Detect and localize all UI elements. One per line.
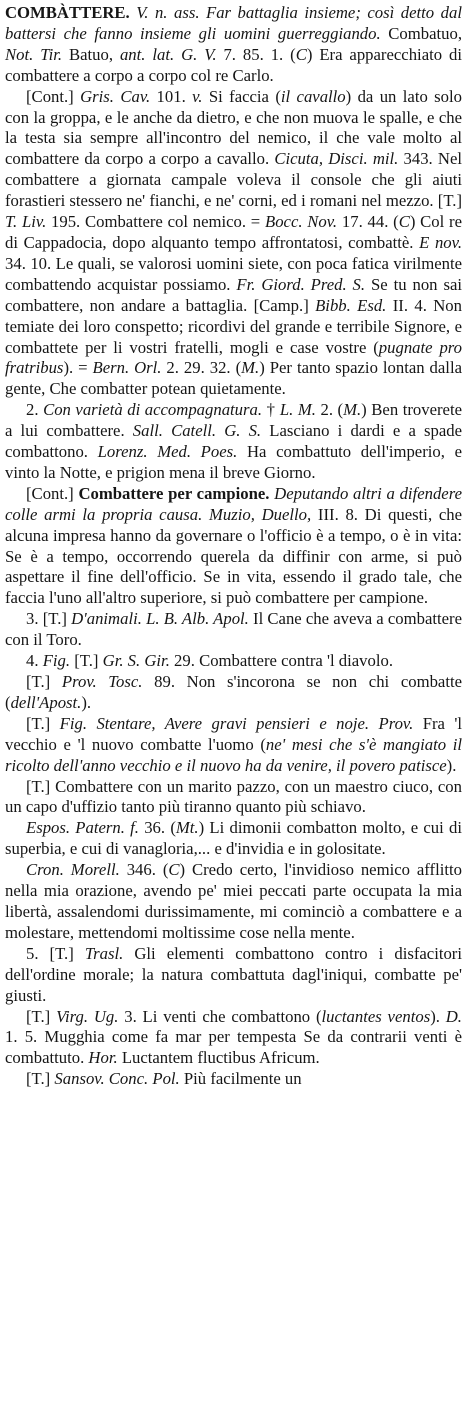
entry-italic-text: Not. Tir. xyxy=(5,44,63,64)
entry-text: 3. Li venti che combattono ( xyxy=(118,1006,322,1026)
entry-italic-text: Bern. Orl. xyxy=(92,358,162,378)
entry-text: ) Li dimonii combatton molto, e cui di superbia, e cui di vanagloria,... e d'invidia e in golositate. xyxy=(5,818,462,859)
entry-text: 1. 5. Mugghia come fa mar per tempesta Se da contrarii venti è combattuto. xyxy=(5,1027,462,1068)
entry-text: ) Ben troverete a lui combattere. xyxy=(5,400,462,441)
entry-text: 17. 44. ( xyxy=(337,212,399,232)
headword: COMBÀTTERE. xyxy=(5,3,130,22)
entry-text: 101. xyxy=(150,86,193,106)
entry-paragraph xyxy=(5,651,462,672)
entry-text: ) Credo certo, l'invidioso nemico afflitto nella mia orazione, avendo pe' miei peccati parte occupata la mia libertà, assalendomi durissimamente, mi cominciò a combattere e a molestare, mettendomi moltissime cose nella mente. xyxy=(5,860,462,942)
entry-text: [Cont.] xyxy=(26,483,79,503)
entry-text: ) Per tanto spazio lontan dalla gente, Che combatter potean quietamente. xyxy=(5,358,462,399)
entry-italic-text: T. Liv. xyxy=(5,212,47,232)
entry-italic-text: Sall. Catell. G. S. xyxy=(132,421,262,441)
entry-text: 5. [T.] xyxy=(26,943,85,963)
entry-text: Se tu non sai combattere, non andare a battaglia. [Camp.] xyxy=(5,274,462,315)
entry-text: II. 4. Non temiate dei loro conspetto; ricordivi del grande e terribile Signore, e combattete per li vostri fratelli, mogli e case vostre ( xyxy=(5,295,462,357)
entry-text: 2. ( xyxy=(315,400,344,420)
entry-italic-text: M. xyxy=(343,400,362,420)
entry-text: Luctantem fluctibus Africum. xyxy=(117,1048,320,1068)
entry-paragraph xyxy=(5,944,462,1007)
entry-text: ) da un lato solo con la groppa, e le anche da dietro, e che non muova le spalle, e che la testa sia sempre all'incontro del nemico, il che vale molto al combattere da corpo a corpo a cavallo. xyxy=(5,86,462,169)
entry-text: ). = xyxy=(63,358,93,378)
entry-text: Più facilmente un xyxy=(179,1069,302,1089)
entry-italic-text: D'animali. L. B. Alb. Apol. xyxy=(71,609,249,629)
entry-italic-text: luctantes ventos xyxy=(321,1006,431,1026)
entry-italic-text: Cron. Morell. xyxy=(26,860,120,880)
entry-text: † xyxy=(262,400,280,420)
entry-italic-text: D. xyxy=(445,1006,462,1026)
entry-text: ). xyxy=(446,755,457,775)
entry-italic-text: G. V. xyxy=(181,44,217,64)
entry-italic-text: Prov. Tosc. xyxy=(61,672,143,691)
entry-text: Il Cane che aveva a combattere con il Toro. xyxy=(5,609,462,650)
entry-italic-text: Sansov. Conc. Pol. xyxy=(54,1069,180,1089)
entry-text: ) Col re di Cappadocia, dopo alquanto tempo affrontatosi, combattè. xyxy=(5,212,462,252)
entry-italic-text: Bibb. Esd. xyxy=(315,295,387,315)
entry-italic-text: Espos. Patern. f. xyxy=(26,818,139,838)
entry-italic-text: Fr. Giord. Pred. S. xyxy=(236,274,366,294)
entry-paragraph xyxy=(5,400,462,484)
entry-text: 3. [T.] xyxy=(26,609,72,629)
entry-paragraph xyxy=(5,860,462,944)
entry-italic-text: Fig. xyxy=(42,651,71,671)
entry-italic-text: dell'Apost. xyxy=(10,692,82,712)
entry-text: III. 8. Di questi, che alcuna impresa hanno da governare o l'officio è a tempo, o è in vita: Se è a tempo, occorrendo querela da diffinir con arme, si può aspettare il fine dell'officio. Se in vita, essendo il grado tale, che faccia l'uno all'altro superiore, si può combattere per campione. xyxy=(5,504,462,608)
entry-text: 343. Nel combattere a giornata campale voleva il console che gli aiuti forastieri stessero ne' fianchi, e ne' corni, ed i romani nel mezzo. [T.] xyxy=(5,149,463,211)
entry-italic-text: Bocc. Nov. xyxy=(265,212,338,232)
entry-paragraph xyxy=(5,3,462,87)
entry-italic-text: L. M. xyxy=(279,400,316,420)
entry-text: 7. 85. 1. ( xyxy=(216,44,296,64)
entry-text: [Cont.] xyxy=(26,86,81,106)
entry-paragraph xyxy=(5,609,462,651)
entry-bold-phrase: Combattere per campione. xyxy=(78,483,270,503)
entry-text: 36. ( xyxy=(138,818,176,838)
entry-italic-text: v. xyxy=(192,86,203,106)
entry-text: [T.] xyxy=(26,1006,57,1026)
entry-italic-text: C xyxy=(168,860,180,880)
entry-italic-text: Hor. xyxy=(88,1048,118,1068)
entry-italic-text: Cicuta, Disci. mil. xyxy=(274,149,399,169)
entry-paragraph xyxy=(5,484,462,609)
entry-text: 89. Non s'incorona se non chi combatte ( xyxy=(5,672,463,712)
entry-text: Ha combattuto dell'imperio, e vinto la Notte, e prigion mena il breve Giorno. xyxy=(5,442,462,482)
entry-text: Batuo, xyxy=(62,44,120,64)
entry-text: 195. Combattere col nemico. = xyxy=(46,212,265,232)
entry-italic-text: Mt. xyxy=(175,818,199,838)
entry-italic-text: ne' mesi che s'è mangiato il ricolto dell'anno vecchio e il nuovo ha da venire, il povero patisce xyxy=(5,734,462,775)
entry-text: 4. xyxy=(26,651,43,671)
entry-paragraph xyxy=(5,1007,462,1070)
entry-text: 2. xyxy=(26,400,44,420)
entry-text: Combatuo, xyxy=(380,23,462,43)
entry-text: [T.] xyxy=(26,672,62,691)
entry-italic-text: C xyxy=(295,44,307,64)
entry-italic-text: Deputando altri a difendere colle armi la propria causa. Muzio, Duello, xyxy=(5,483,462,524)
entry-paragraph xyxy=(5,777,462,819)
entry-italic-text: Gris. Cav. xyxy=(80,86,151,106)
entry-text: [T.] xyxy=(26,713,60,733)
entry-text: [T.] xyxy=(26,1069,55,1089)
entry-italic-text: Fig. Stentare, Avere gravi pensieri e noje. Prov. xyxy=(59,713,414,733)
entry-italic-text: Gr. S. Gir. xyxy=(102,651,170,671)
entry-italic-text: Virg. Ug. xyxy=(56,1006,119,1026)
entry-italic-text: pugnate pro fratribus xyxy=(5,337,463,378)
entry-text: 34. 10. Le quali, se valorosi uomini siete, con poca fatica virilmente combattendo acquistar possiamo. xyxy=(5,253,462,294)
entry-paragraph xyxy=(5,87,462,401)
entry-italic-text: E nov. xyxy=(419,232,462,252)
entry-text: Fra 'l vecchio e 'l nuovo combatte l'uomo ( xyxy=(5,713,463,754)
entry-text: Si faccia ( xyxy=(202,86,281,106)
entry-text: 2. 29. 32. ( xyxy=(161,358,242,378)
entry-text: 346. ( xyxy=(119,860,169,880)
entry-italic-text: V. n. ass. Far battaglia insieme; così detto dal battersi che fanno insieme gli uomini guerreggiando. xyxy=(5,3,462,43)
entry-italic-text: Lorenz. Med. Poes. xyxy=(97,442,238,462)
entry-italic-text: C xyxy=(398,212,410,232)
entry-italic-text: Con varietà di accompagnatura. xyxy=(43,400,263,420)
entry-paragraph xyxy=(5,714,462,777)
entry-text: ) Era apparecchiato di combattere a corpo a corpo col re Carlo. xyxy=(5,44,462,85)
entry-text: Gli elementi combattono contro i disfacitori dell'ordine morale; la natura combattuta dagl'iniqui, combatte pe' giusti. xyxy=(5,943,462,1005)
entry-paragraph xyxy=(5,672,462,714)
entry-text: [T.] Combattere con un marito pazzo, con un maestro ciuco, con un capo d'uffizio tanto più tiranno quanto più schiavo. xyxy=(5,776,462,817)
entry-text: ). xyxy=(81,692,92,712)
entry-paragraph xyxy=(5,818,462,860)
entry-text: [T.] xyxy=(70,651,103,671)
entry-italic-text: Trasl. xyxy=(84,943,124,963)
entry-italic-text: ant. lat. xyxy=(119,44,175,64)
dictionary-entry-combattere xyxy=(5,3,462,1090)
entry-paragraph xyxy=(5,1069,462,1090)
entry-text: Lasciano i dardi e a spade combattono. xyxy=(5,421,463,462)
entry-italic-text: il cavallo xyxy=(280,86,346,106)
entry-text: ). xyxy=(430,1006,446,1026)
entry-text: 29. Combattere contra 'l diavolo. xyxy=(169,651,394,671)
entry-italic-text: M. xyxy=(241,358,260,378)
